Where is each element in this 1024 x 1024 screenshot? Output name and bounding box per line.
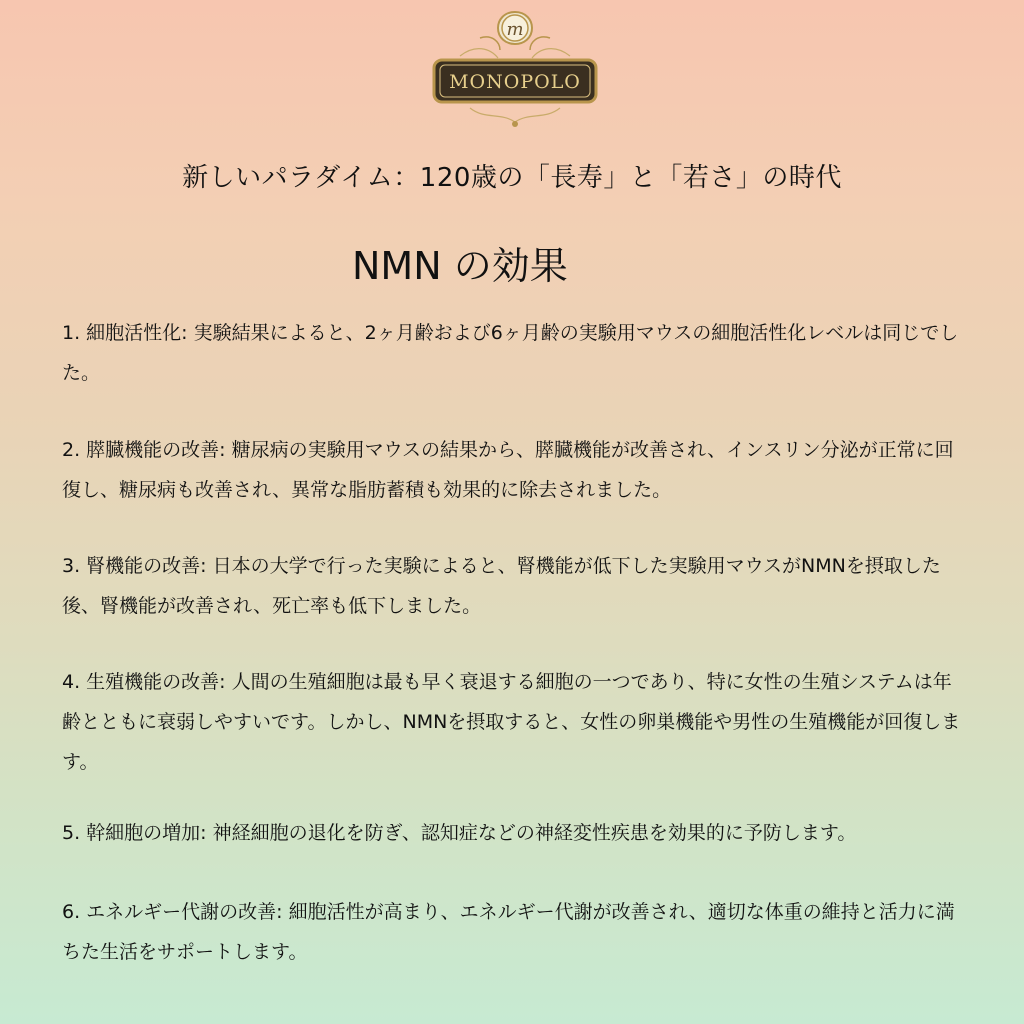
tagline: 新しいパラダイム：120歳の「長寿」と「若さ」の時代 (182, 163, 842, 193)
effect-item-3: 3. 腎機能の改善: 日本の大学で行った実験によると、腎機能が低下した実験用マウスがNMNを摂取した後、腎機能が改善され、死亡率も低下しました。 (62, 555, 941, 617)
effect-item-5: 5. 幹細胞の増加: 神経細胞の退化を防ぎ、認知症などの神経変性疾患を効果的に予防します。 (62, 822, 857, 844)
brand-emblem (420, 8, 610, 130)
effect-item-6: 6. エネルギー代謝の改善: 細胞活性が高まり、エネルギー代謝が改善され、適切な体重の維持と活力に満ちた生活をサポートします。 (62, 901, 955, 963)
effect-item-4: 4. 生殖機能の改善: 人間の生殖細胞は最も早く衰退する細胞の一つであり、特に女性の生殖システムは年齢とともに衰弱しやすいです。しかし、NMNを摂取すると、女性の卵巣機能や男性の生殖機能が回復します。 (62, 671, 961, 773)
logo-monogram: m (506, 19, 524, 40)
section-title: NMN の効果 (352, 244, 568, 288)
logo-brand-text: MONOPOLO (449, 71, 581, 93)
effect-item-2: 2. 膵臓機能の改善: 糖尿病の実験用マウスの結果から、膵臓機能が改善され、インスリン分泌が正常に回復し、糖尿病も改善され、異常な脂肪蓄積も効果的に除去されました。 (62, 439, 954, 501)
effect-item-1: 1. 細胞活性化: 実験結果によると、2ヶ月齢および6ヶ月齢の実験用マウスの細胞活性化レベルは同じでした。 (62, 322, 959, 384)
monopolo-logo (420, 8, 610, 130)
